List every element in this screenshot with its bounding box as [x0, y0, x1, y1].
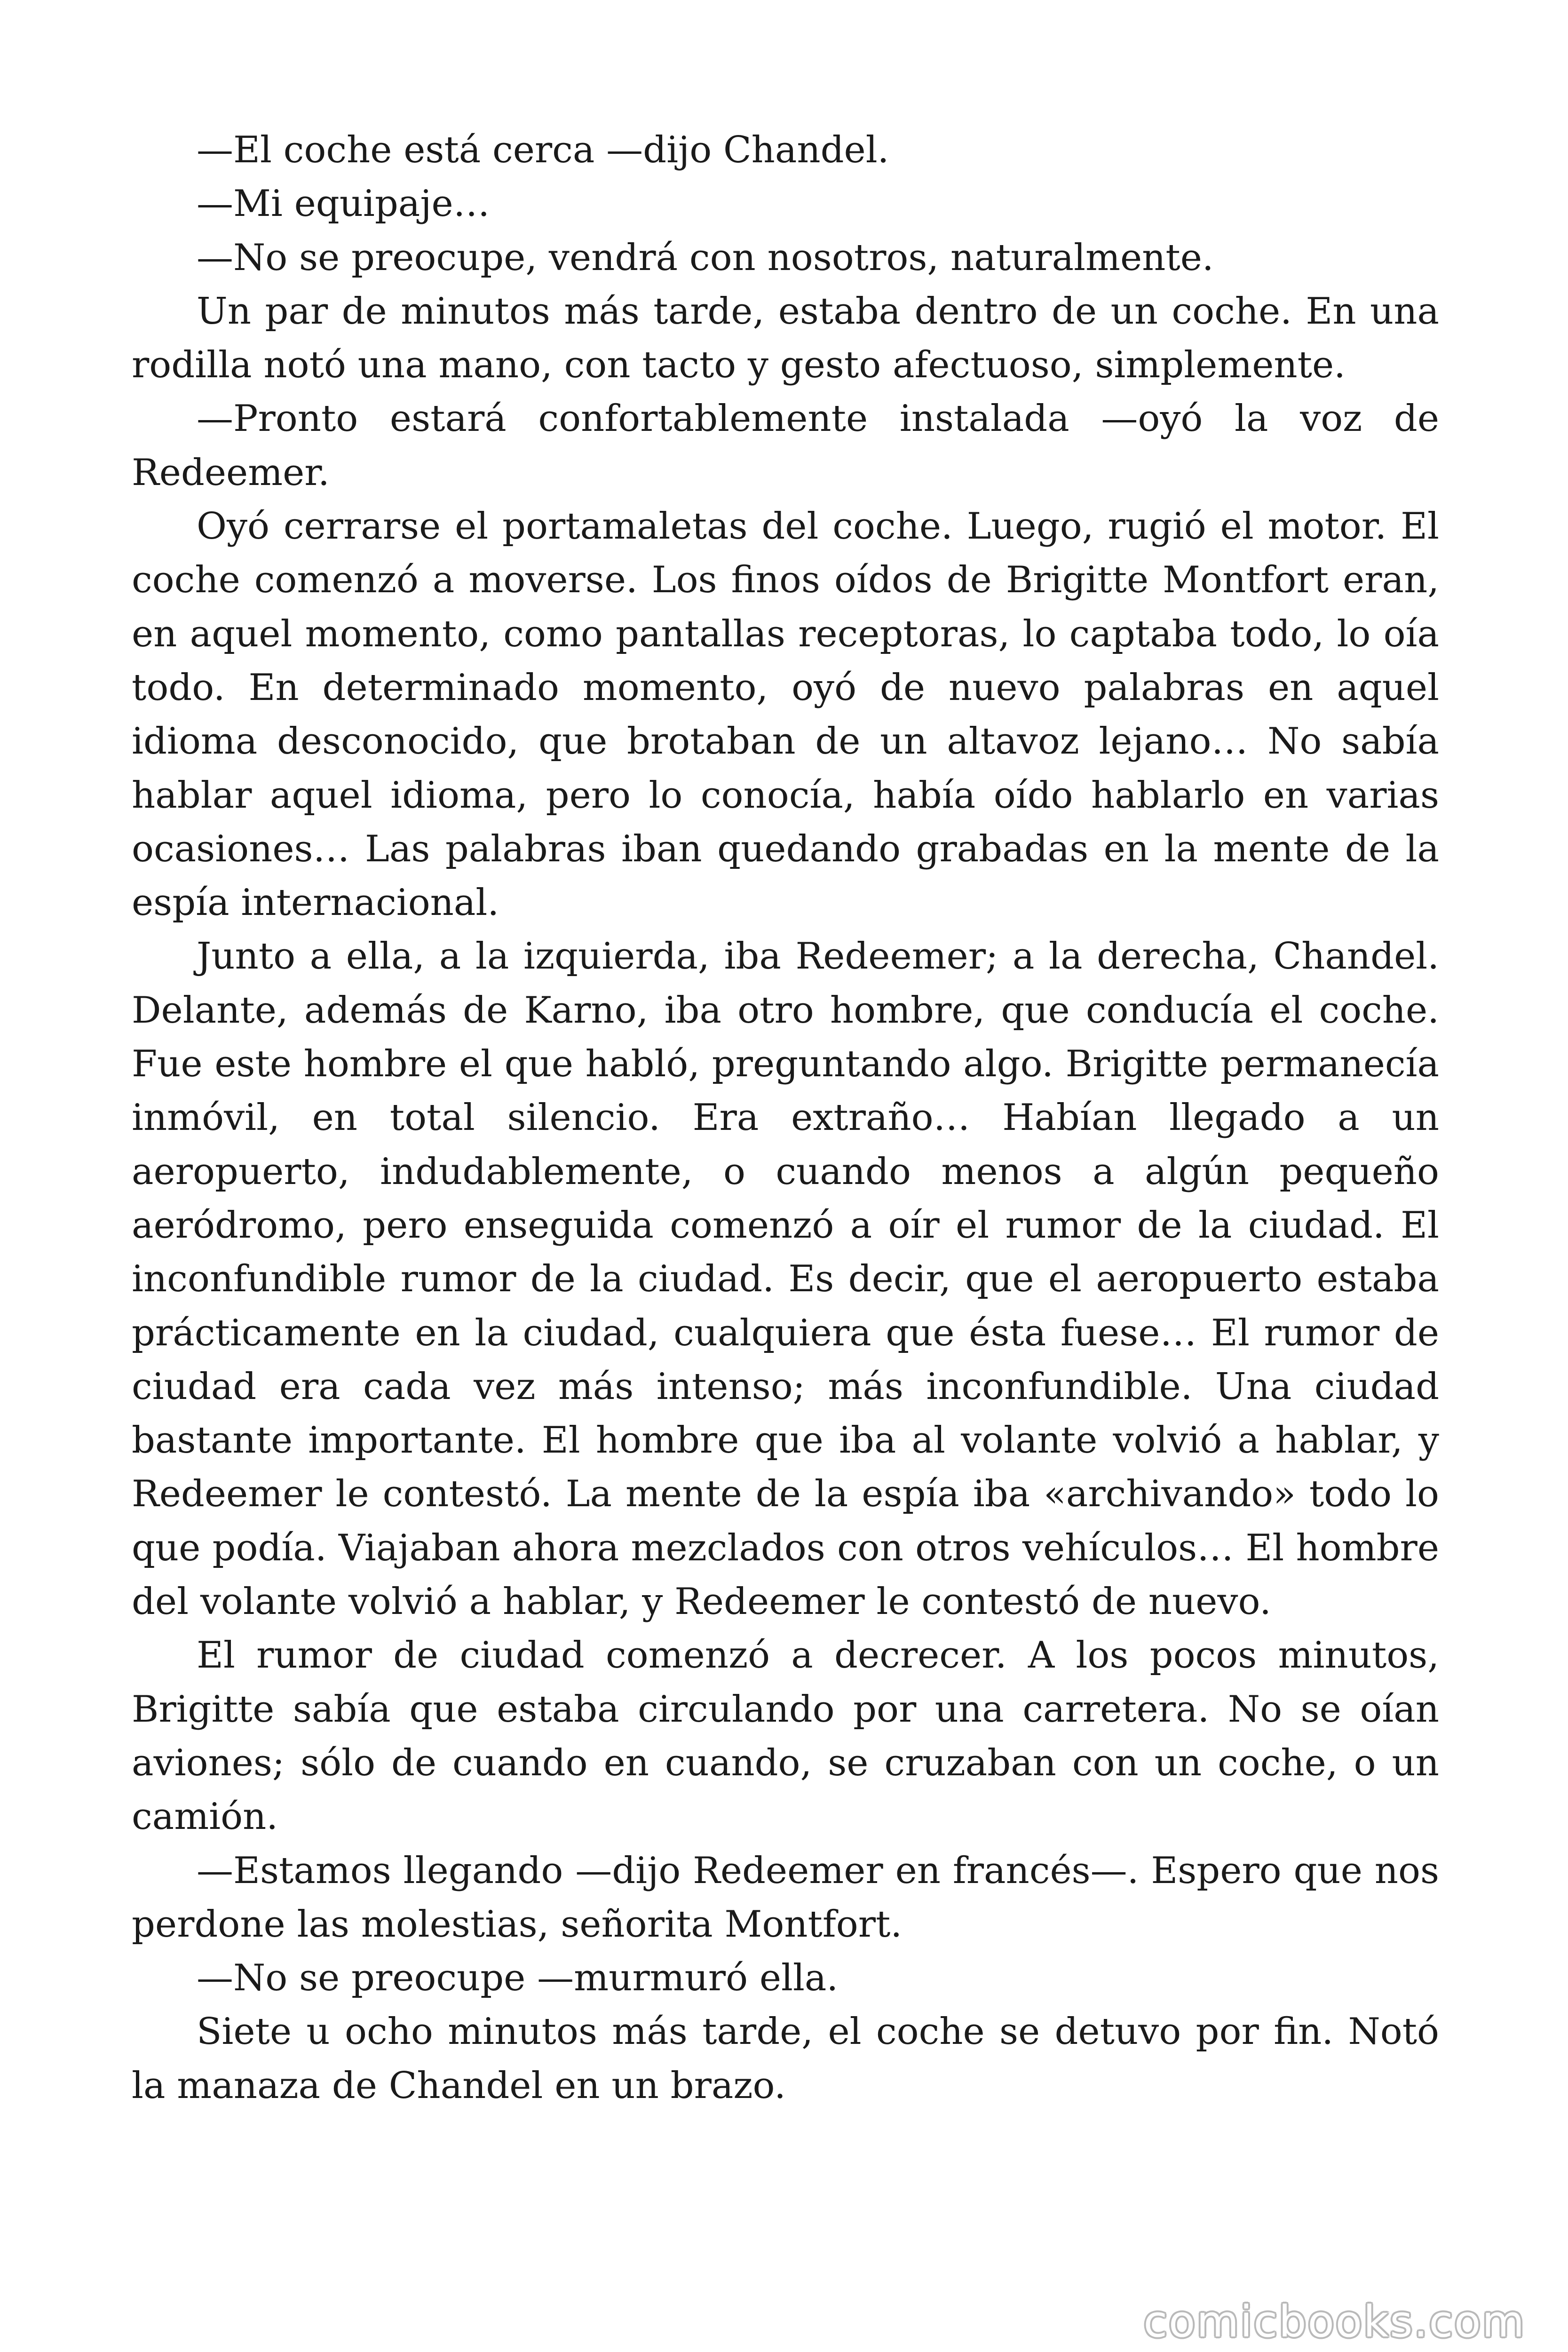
paragraph: —No se preocupe —murmuró ella. — [197, 1957, 839, 2000]
paragraph: —Pronto estará confortablemente instalada —oyó la voz de Redeemer. — [132, 397, 1439, 494]
paragraph: —El coche está cerca —dijo Chandel. — [197, 129, 889, 171]
paragraph: El rumor de ciudad comenzó a decrecer. A los pocos minutos, Brigitte sabía que estaba circulando por una carretera. No se oían aviones; sólo de cuando en cuando, se cruzaban con un coche, o un camión. — [132, 1634, 1439, 1838]
paragraph: Oyó cerrarse el portamaletas del coche. Luego, rugió el motor. El coche comenzó a moverse. Los finos oídos de Brigitte Montfort eran, en aquel momento, como pantallas receptoras, lo captaba todo, lo oía todo. En determinado momento, oyó de nuevo palabras en aquel idioma desconocido, que brotaban de un altavoz lejano… No sabía hablar aquel idioma, pero lo conocía, había oído hablarlo en varias ocasiones… Las palabras iban quedando grabadas en la mente de la espía internacional. — [132, 505, 1439, 924]
paragraph: Un par de minutos más tarde, estaba dentro de un coche. En una rodilla notó una mano, con tacto y gesto afectuoso, simplemente. — [132, 290, 1439, 387]
paragraph: —No se preocupe, vendrá con nosotros, naturalmente. — [197, 236, 1214, 279]
watermark: comicbooks.com — [1143, 2296, 1526, 2347]
paragraph: —Estamos llegando —dijo Redeemer en francés—. Espero que nos perdone las molestias, señorita Montfort. — [132, 1849, 1439, 1946]
paragraph: Siete u ocho minutos más tarde, el coche se detuvo por fin. Notó la manaza de Chandel en un brazo. — [132, 2010, 1439, 2107]
body-text — [132, 123, 1439, 2113]
paragraph: —Mi equipaje… — [197, 183, 490, 225]
paragraph: Junto a ella, a la izquierda, iba Redeemer; a la derecha, Chandel. Delante, además de Karno, iba otro hombre, que conducía el coche. Fue este hombre el que habló, preguntando algo. Brigitte permanecía inmóvil, en total silencio. Era extraño… Habían llegado a un aeropuerto, indudablemente, o cuando menos a algún pequeño aeródromo, pero enseguida comenzó a oír el rumor de la ciudad. El inconfundible rumor de la ciudad. Es decir, que el aeropuerto estaba prácticamente en la ciudad, cualquiera que ésta fuese… El rumor de ciudad era cada vez más intenso; más inconfundible. Una ciudad bastante importante. El hombre que iba al volante volvió a hablar, y Redeemer le contestó. La mente de la espía iba «archivando» todo lo que podía. Viajaban ahora mezclados con otros vehículos… El hombre del volante volvió a hablar, y Redeemer le contestó de nuevo. — [132, 935, 1439, 1623]
